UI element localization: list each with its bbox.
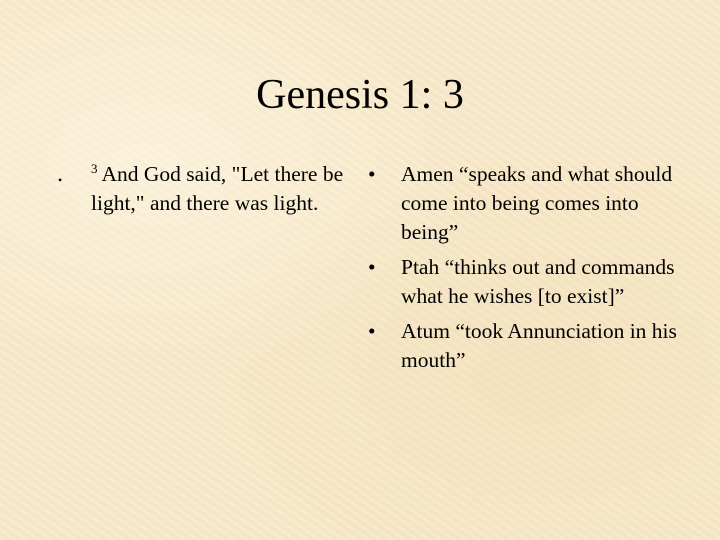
- list-item: [368, 317, 688, 375]
- slide-title: Genesis 1: 3: [256, 72, 464, 118]
- right-column: [368, 160, 688, 381]
- list-item: [368, 160, 688, 247]
- list-item-text: Amen “speaks and what should come into being comes into being”: [401, 162, 673, 244]
- bullet-icon: •: [368, 162, 376, 186]
- bullet-icon: •: [368, 255, 376, 279]
- left-column: [58, 160, 358, 224]
- list-item-text: Atum “took Annunciation in his mouth”: [401, 319, 677, 372]
- bullet-icon: •: [368, 319, 376, 343]
- bullet-icon: •: [58, 173, 63, 187]
- verse-bullet: [58, 160, 358, 218]
- verse-text: And God said, "Let there be light," and there was light.: [91, 162, 344, 215]
- list-item-text: Ptah “thinks out and commands what he wishes [to exist]”: [401, 255, 675, 308]
- verse-content: [91, 162, 343, 215]
- verse-number: 3: [91, 160, 98, 176]
- list-item: [368, 253, 688, 311]
